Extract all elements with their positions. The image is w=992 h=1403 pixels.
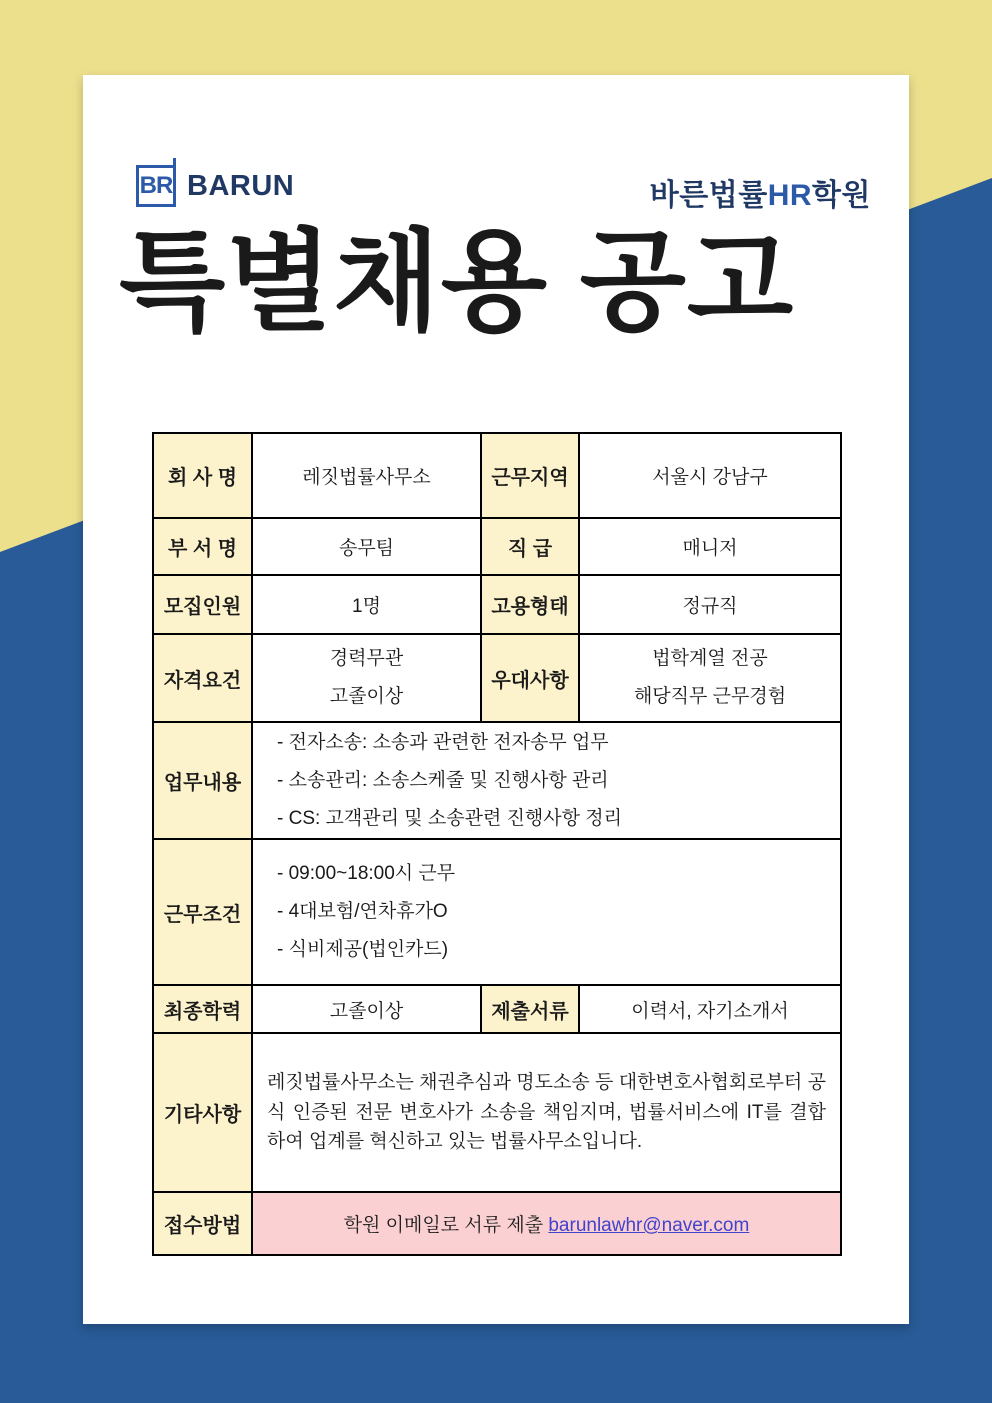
conditions-item-2: - 4대보험/연차휴가O (277, 901, 448, 922)
work-location-label: 근무지역 (481, 433, 579, 518)
duties-label: 업무내용 (153, 722, 252, 839)
brand-part-law: 바른법률 (649, 179, 768, 212)
company-name-value: 레짓법률사무소 (252, 433, 481, 518)
conditions-item-3: - 식비제공(법인카드) (277, 939, 449, 960)
conditions-item-1: - 09:00~18:00시 근무 (277, 863, 456, 884)
apply-method-label: 접수방법 (153, 1192, 252, 1255)
education-label: 최종학력 (153, 985, 252, 1033)
employment-type-label: 고용형태 (481, 575, 579, 634)
table-row-conditions (153, 839, 841, 985)
job-notice-table (152, 432, 842, 1256)
barun-br-icon: BR (136, 165, 176, 207)
documents-label: 제출서류 (481, 985, 579, 1033)
headcount-value: 1명 (252, 575, 481, 634)
duties-item-3: - CS: 고객관리 및 소송관련 진행사항 정리 (277, 807, 622, 829)
email-link[interactable]: barunlawhr@naver.com (548, 1215, 750, 1236)
education-value: 고졸이상 (252, 985, 481, 1033)
documents-value: 이력서, 자기소개서 (579, 985, 841, 1033)
preferred-line-1: 법학계열 전공 (652, 648, 768, 669)
position-value: 매니저 (579, 518, 841, 575)
work-location-value: 서울시 강남구 (579, 433, 841, 518)
preferred-value (579, 634, 841, 722)
employment-type-value: 정규직 (579, 575, 841, 634)
qualifications-line-1: 경력무관 (329, 648, 404, 669)
position-label: 직 급 (481, 518, 579, 575)
brand-part-hr: HR (767, 179, 813, 212)
company-name-label: 회 사 명 (153, 433, 252, 518)
conditions-value (252, 839, 841, 985)
preferred-line-2: 해당직무 근무경험 (633, 686, 787, 707)
apply-method-text: 학원 이메일로 서류 제출 (343, 1215, 544, 1236)
department-label: 부 서 명 (153, 518, 252, 575)
table-row-apply (153, 1192, 841, 1255)
table-row-qualifications (153, 634, 841, 722)
table-row-company (153, 433, 841, 518)
qualifications-value (252, 634, 481, 722)
brand-part-academy: 학원 (812, 179, 871, 212)
department-value: 송무팀 (252, 518, 481, 575)
table-row-headcount (153, 575, 841, 634)
qualifications-label: 자격요건 (153, 634, 252, 722)
other-info-value: 레짓법률사무소는 채권추심과 명도소송 등 대한변호사협회로부터 공식 인증된 전문 변호사가 소송을 책임지며, 법률서비스에 IT를 결합하여 업계를 혁신하고 있는 법률사무소입니다. (252, 1033, 841, 1192)
duties-item-1: - 전자소송: 소송과 관련한 전자송무 업무 (277, 731, 609, 753)
table-row-department (153, 518, 841, 575)
duties-value (252, 722, 841, 839)
table-row-duties (153, 722, 841, 839)
preferred-label: 우대사항 (481, 634, 579, 722)
notice-card (83, 75, 909, 1324)
other-info-label: 기타사항 (153, 1033, 252, 1192)
duties-item-2: - 소송관리: 소송스케줄 및 진행사항 관리 (277, 769, 609, 791)
conditions-label: 근무조건 (153, 839, 252, 985)
barun-logo (136, 165, 294, 207)
table-row-other (153, 1033, 841, 1192)
table-row-education (153, 985, 841, 1033)
academy-brand-logo (650, 170, 871, 214)
apply-method-value (252, 1192, 841, 1255)
qualifications-line-2: 고졸이상 (329, 686, 404, 707)
barun-logo-text: BARUN (187, 169, 295, 202)
page-title: 특별채용 공고 (119, 221, 795, 344)
headcount-label: 모집인원 (153, 575, 252, 634)
